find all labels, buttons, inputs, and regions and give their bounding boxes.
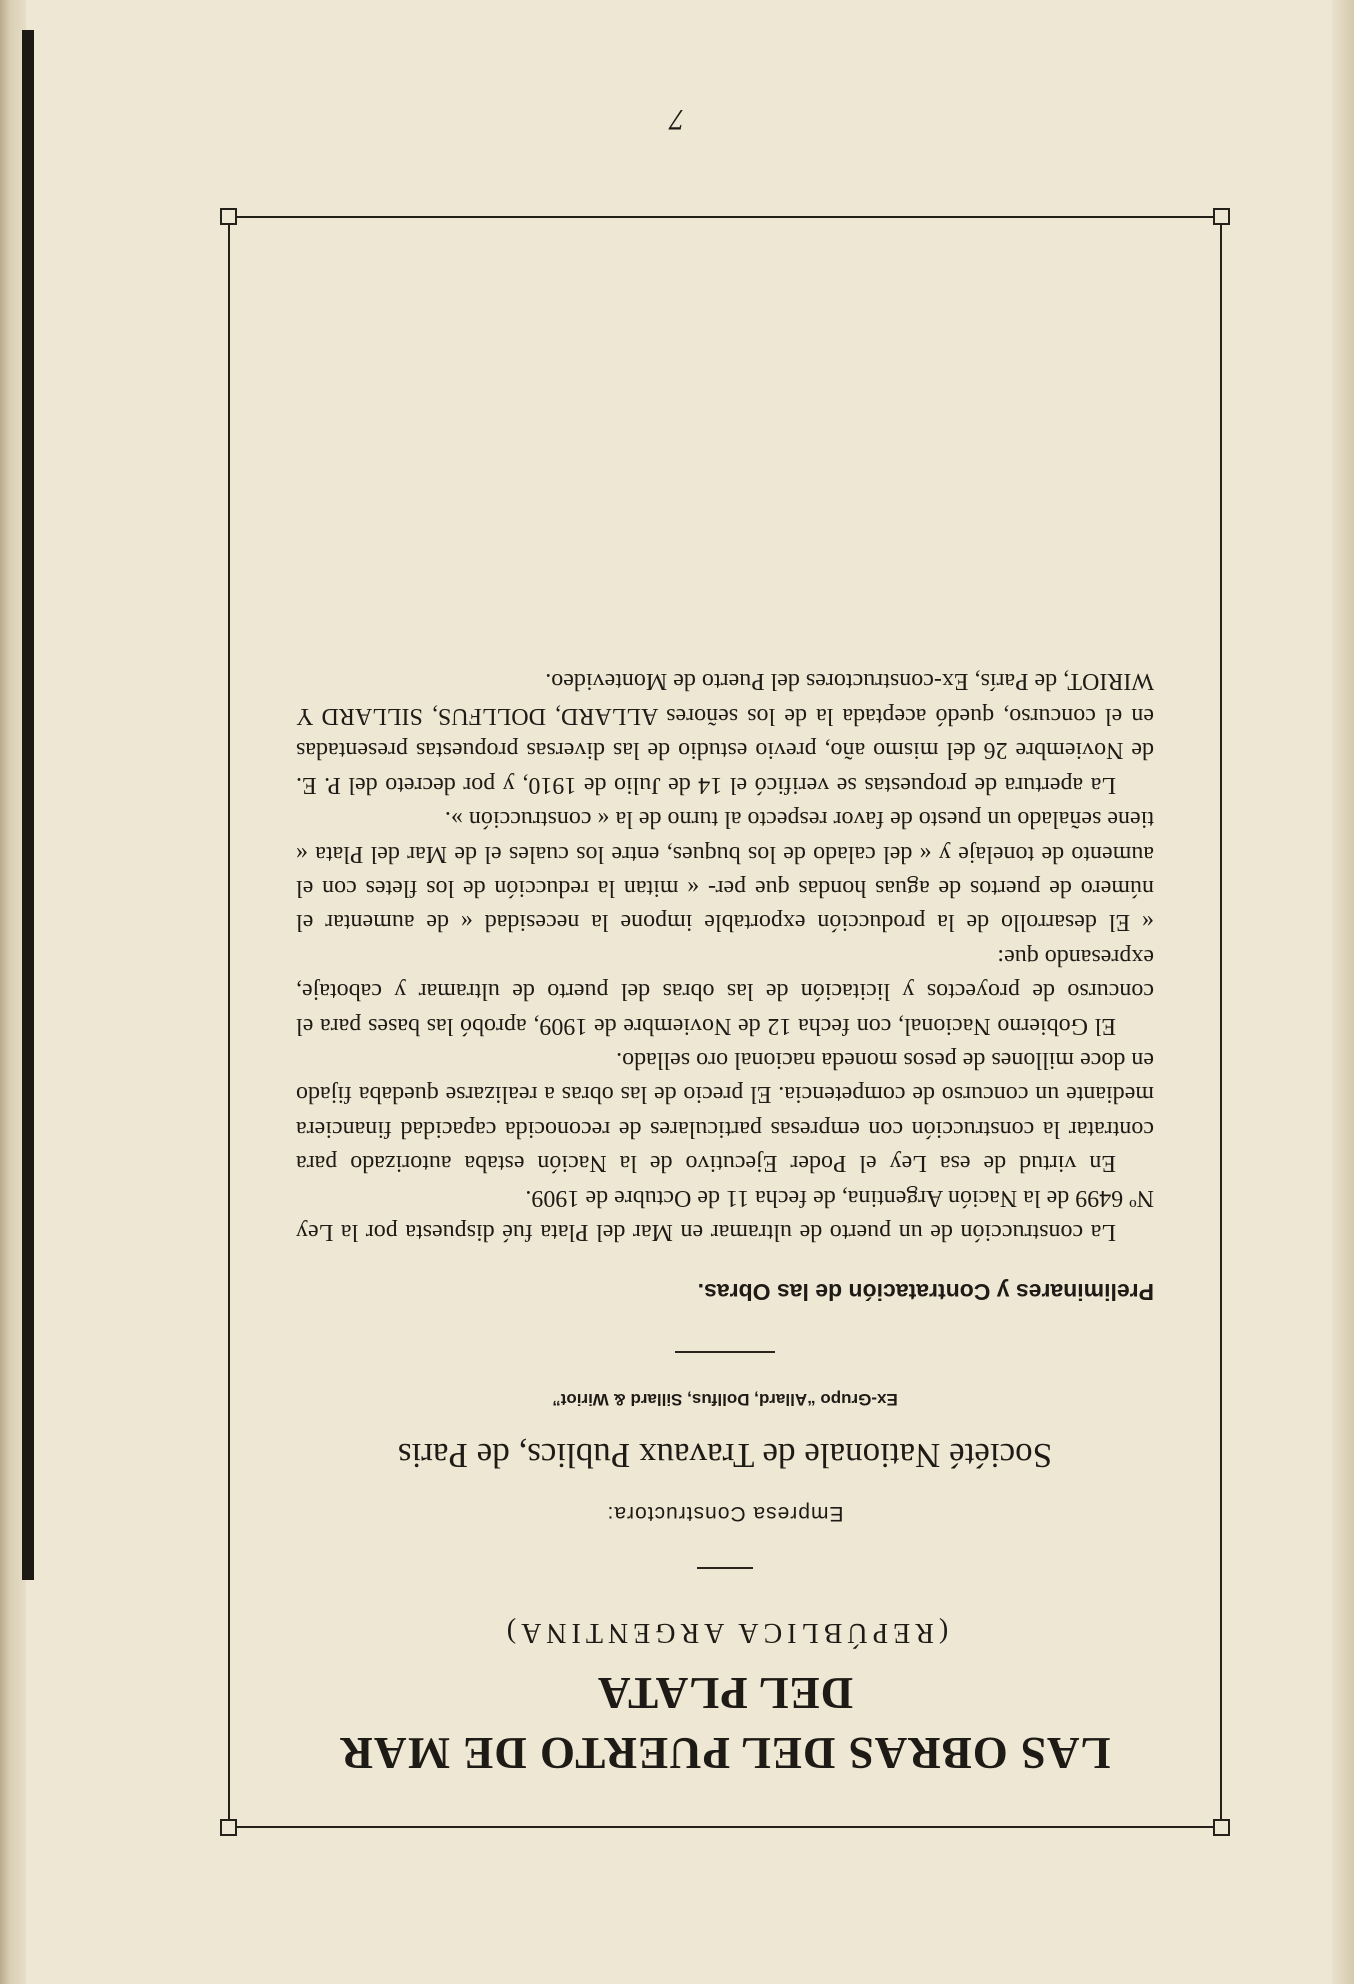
company-label: Empresa Constructora: — [606, 1502, 844, 1525]
company-name: Société Nationale de Travaux Publics, de Paris — [397, 1436, 1053, 1475]
company-group: Ex-Grupo “Allard, Dollfus, Sillard & Wiriot” — [552, 1390, 898, 1409]
frame-corner-ornament — [220, 1819, 237, 1836]
frame-corner-ornament — [1213, 1819, 1230, 1836]
ornamental-frame — [218, 206, 1232, 1838]
document-body — [296, 664, 1154, 1783]
frame-corner-ornament — [220, 208, 237, 225]
divider — [697, 1567, 753, 1569]
paragraph: El Gobierno Nacional, con fecha 12 de Noviembre de 1909, aprobó las bases para el concurso de proyectos y licitación de las obras del puerto de ultramar y cabotaje, expresando que: — [296, 943, 1154, 1039]
section-heading: Preliminares y Contratación de las Obras. — [697, 1279, 1154, 1305]
document-title: LAS OBRAS DEL PUERTO DE MAR DEL PLATA — [339, 1668, 1111, 1778]
page-number: 7 — [669, 103, 685, 136]
paragraph: En virtud de esa Ley el Poder Ejecutivo de la Nación estaba autorizado para contratar la construcción con empresas particulares de reconocida capacidad financiera mediante un concurso de competencia. El precio de las obras a realizarse quedaba fijado en doce millones de pesos moneda nacional oro sellado. — [296, 1046, 1154, 1177]
quoted-paragraph: « El desarrollo de la producción exportable impone la necesidad « de aumentar el número de puertos de aguas hondas que per- « mitan la reducción de los fletes con el aumento de tonelaje y « del calado de los buques, entre los cuales el de Mar del Plata « tiene señalado un puesto de favor respecto al turno de la « construcción ». — [296, 806, 1154, 936]
frame-corner-ornament — [1213, 208, 1230, 225]
paragraph: La construcción de un puerto de ultramar en Mar del Plata fué dispuesta por la Ley Nº 6499 de la Nación Argentina, de fecha 11 de Octubre de 1909. — [296, 1184, 1154, 1245]
paragraph: La apertura de propuestas se verificó el 14 de Julio de 1910, y por decreto del P. E. de Noviembre 26 del mismo año, previo estudio de las diversas propuestas presentadas en el concurso, quedó aceptada la de los señores ALLARD, DOLLFUS, SILLARD Y WIRIOT, de París, Ex-constructores del Puerto de Montevideo. — [296, 668, 1154, 798]
document-subtitle: (REPÚBLICA ARGENTINA) — [501, 1617, 949, 1648]
divider — [675, 1351, 775, 1353]
